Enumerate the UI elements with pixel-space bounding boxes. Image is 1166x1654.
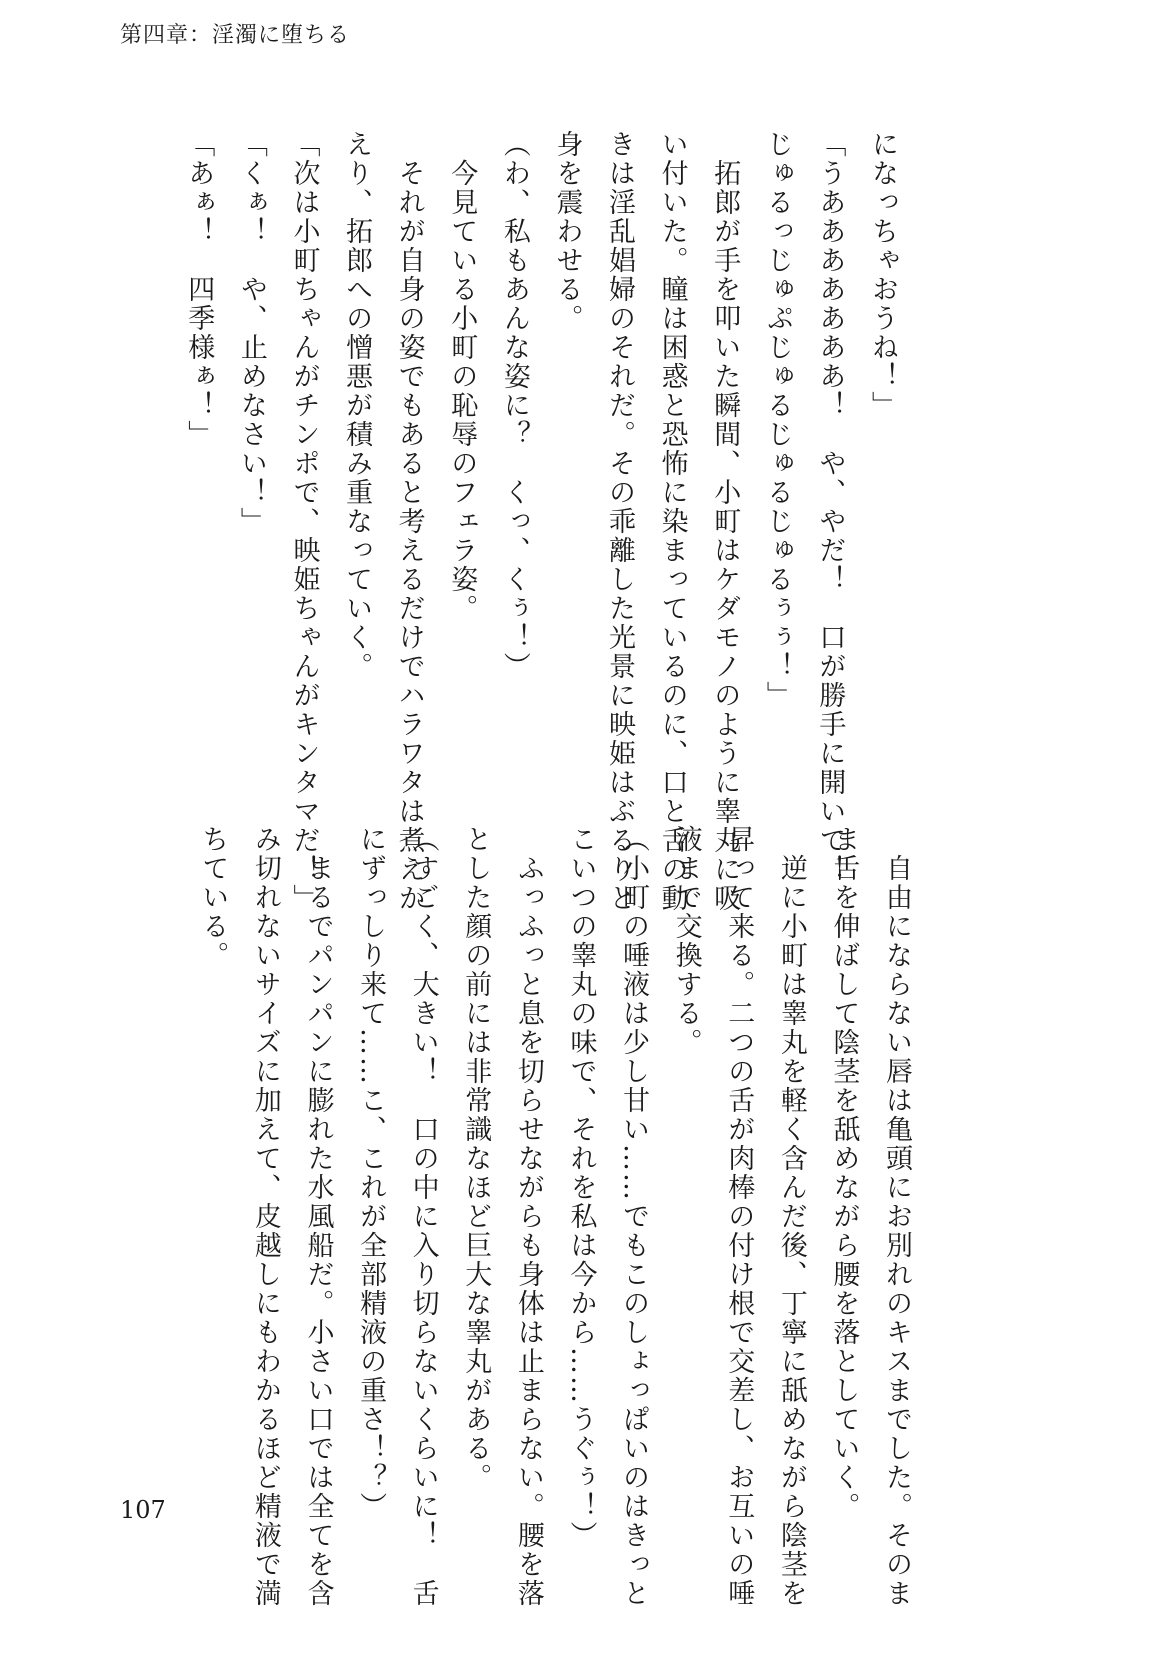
text-line: （わ、私もあんな姿に？ くっ、くぅ！） [498,130,530,681]
text-line: （小町の唾液は少し甘い……でもこのしょっぱいのはきっと [618,825,650,1608]
text-line: きは淫乱娼婦のそれだ。その乖離した光景に映姫はぶるりと [604,130,636,913]
text-line: じゅるっじゅぷじゅるじゅるじゅるぅぅ！」 [761,130,793,710]
text-line: えり、拓郎への憎悪が積み重なっていく。 [341,130,373,681]
text-line: 昇って来る。二つの舌が肉棒の付け根で交差し、お互いの唾 [723,825,755,1608]
text-line: 液まで交換する。 [670,825,702,1057]
text-line: ふっふっと息を切らせながらも身体は止まらない。腰を落 [512,825,544,1608]
text-line: 「あぁ！ 四季様ぁ！」 [183,130,215,449]
text-line: ちている。 [197,825,229,970]
text-line: とした顔の前には非常識なほど巨大な睾丸がある。 [460,825,492,1492]
text-line: 自由にならない唇は亀頭にお別れのキスまでした。そのま [881,825,912,1608]
text-line: になっちゃおうね！」 [867,130,898,420]
chapter-header: 第四章：淫濁に堕ちる [120,23,351,48]
text-line: 「次は小町ちゃんがチンポで、映姫ちゃんがキンタマだ！」 [288,130,320,913]
text-line: 「くぁ！ や、止めなさい！」 [235,130,267,536]
text-line: こいつの睾丸の味で、それを私は今から……うぐぅ！） [565,825,597,1550]
text-line: 身を震わせる。 [551,130,583,333]
text-line: 逆に小町は睾丸を軽く含んだ後、丁寧に舐めながら陰茎を [775,825,807,1608]
lower-text-block [186,825,922,1608]
text-line: 拓郎が手を叩いた瞬間、小町はケダモノのように睾丸に吸 [709,130,741,913]
text-line: にずっしり来て……こ、これが全部精液の重さ！？） [355,825,387,1521]
text-line: （すごく、大きい！ 口の中に入り切らないくらいに！ 舌 [407,825,439,1608]
page-number: 107 [120,1496,166,1524]
text-line: まるでパンパンに膨れた水風船だ。小さい口では全てを含 [302,825,334,1608]
text-line: み切れないサイズに加えて、皮越しにもわかるほど精液で満 [249,825,281,1608]
text-line: ま舌を伸ばして陰茎を舐めながら腰を落としていく。 [828,825,860,1521]
text-line: 今見ている小町の恥辱のフェラ姿。 [446,130,478,623]
text-line: それが自身の姿でもあると考えるだけでハラワタは煮えか [393,130,425,913]
text-line: い付いた。瞳は困惑と恐怖に染まっているのに、口と舌の動 [656,130,688,913]
text-line: 「うあああああああ！ や、やだ！ 口が勝手に開いて！ [814,130,846,884]
